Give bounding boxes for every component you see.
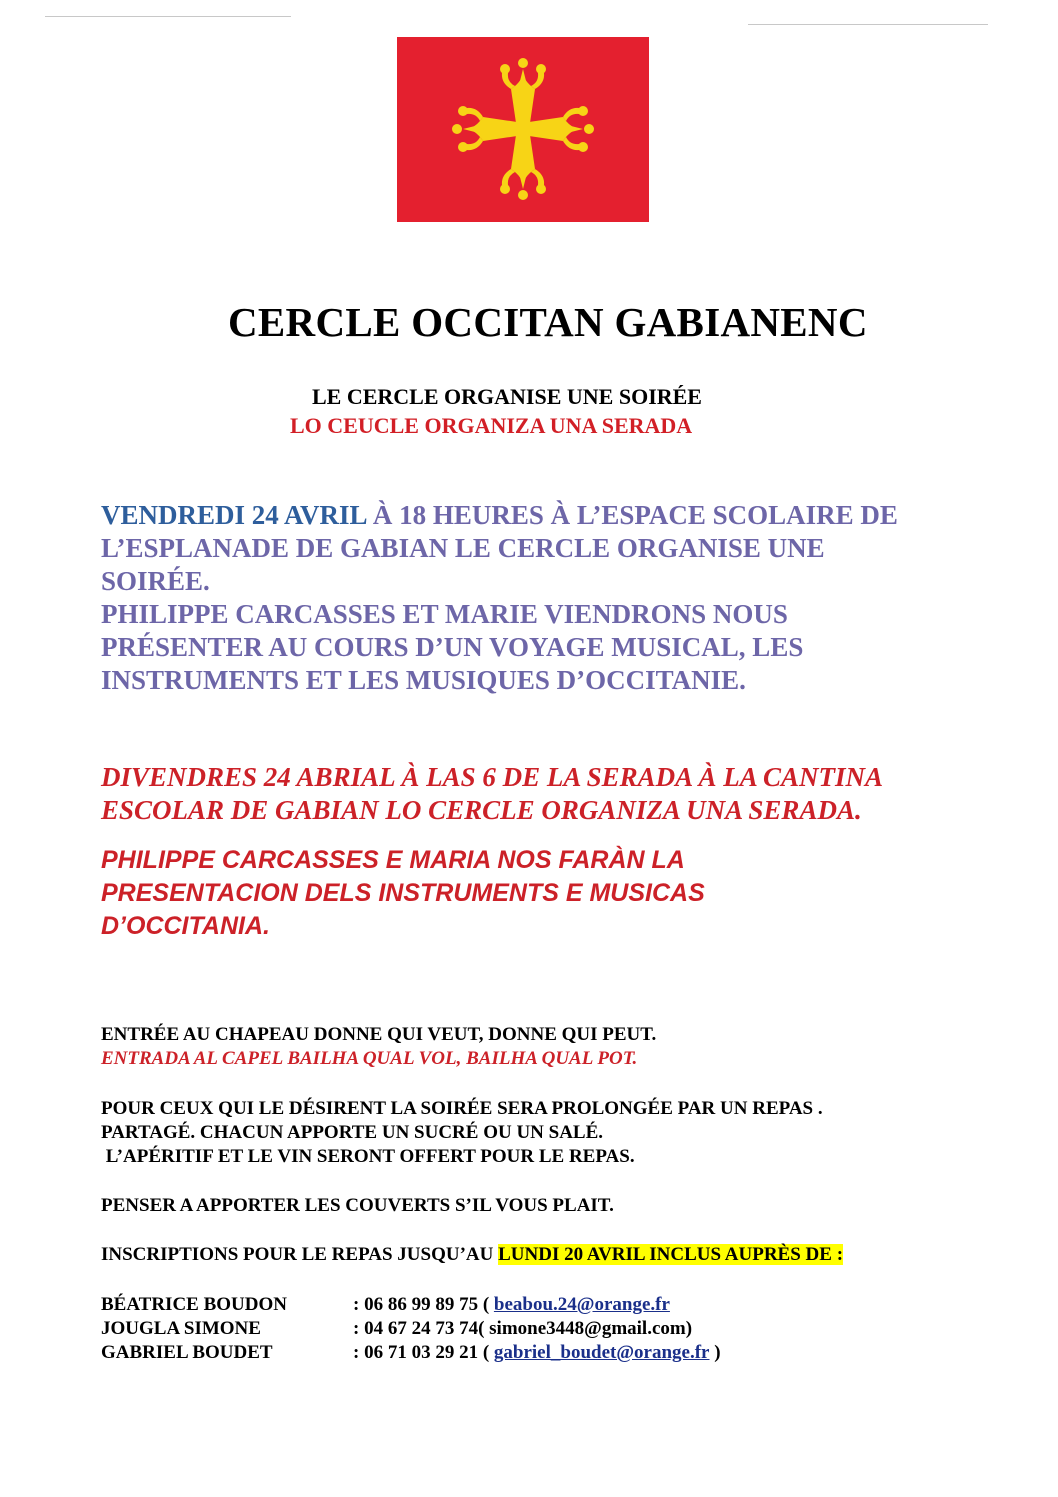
inscriptions-deadline: LUNDI 20 AVRIL INCLUS AUPRÈS DE : xyxy=(498,1244,844,1265)
fr-line-2: L’ESPLANADE DE GABIAN LE CERCLE ORGANISE UNE xyxy=(101,533,825,563)
oc-line-2: ESCOLAR DE GABIAN LO CERCLE ORGANIZA UNA SERADA. xyxy=(101,795,862,825)
page-title: CERCLE OCCITAN GABIANENC xyxy=(228,299,868,345)
subtitle-french: LE CERCLE ORGANISE UNE SOIRÉE xyxy=(312,384,702,409)
fr-line-3: SOIRÉE. xyxy=(101,566,210,596)
event-date-fr: VENDREDI 24 AVRIL xyxy=(101,500,367,530)
fr-line-1-rest: À 18 HEURES À L’ESPACE SCOLAIRE DE xyxy=(366,500,898,530)
contact-list xyxy=(101,1293,721,1365)
contact-phone: : 06 86 99 89 75 ( xyxy=(353,1294,494,1315)
contact-name: BÉATRICE BOUDON xyxy=(101,1294,287,1315)
entry-occitan: ENTRADA AL CAPEL BAILHA QUAL VOL, BAILHA QUAL POT. xyxy=(101,1048,638,1069)
entry-french: ENTRÉE AU CHAPEAU DONNE QUI VEUT, DONNE QUI PEUT. xyxy=(101,1024,657,1045)
contact-email-link[interactable]: beabou.24@orange.fr xyxy=(493,1294,670,1315)
fr-line-1 xyxy=(101,499,898,532)
occitan-flag xyxy=(397,37,649,222)
meal-line-3: L’APÉRITIF ET LE VIN SERONT OFFERT POUR LE REPAS. xyxy=(101,1146,635,1167)
cutlery-note: PENSER A APPORTER LES COUVERTS S’IL VOUS PLAIT. xyxy=(101,1195,614,1216)
top-rule-left xyxy=(45,16,291,17)
oc-line-4: PRESENTACION DELS INSTRUMENTS E MUSICAS xyxy=(101,879,705,907)
oc-line-5: D’OCCITANIA. xyxy=(101,912,270,940)
occitan-cross-icon xyxy=(397,37,649,222)
fr-line-5: PRÉSENTER AU COURS D’UN VOYAGE MUSICAL, LES xyxy=(101,632,804,662)
contact-name: JOUGLA SIMONE xyxy=(101,1318,261,1339)
meal-line-2: PARTAGÉ. CHACUN APPORTE UN SUCRÉ OU UN SALÉ. xyxy=(101,1122,604,1143)
meal-info xyxy=(101,1097,823,1169)
contact-phone: : 04 67 24 73 74( simone3448@gmail.com) xyxy=(353,1318,693,1339)
contact-email-link[interactable]: gabriel_boudet@orange.fr xyxy=(493,1342,710,1363)
inscriptions-line xyxy=(101,1243,843,1267)
entry-info xyxy=(101,1023,656,1071)
subtitle-occitan: LO CEUCLE ORGANIZA UNA SERADA xyxy=(290,413,693,438)
announcement-occitan xyxy=(101,761,883,827)
contact-row xyxy=(101,1317,721,1341)
contact-phone: : 06 71 03 29 21 ( xyxy=(353,1342,494,1363)
contact-row xyxy=(101,1293,721,1317)
presentation-occitan xyxy=(101,844,705,943)
contact-name: GABRIEL BOUDET xyxy=(101,1342,273,1363)
fr-line-6: INSTRUMENTS ET LES MUSIQUES D’OCCITANIE. xyxy=(101,665,746,695)
meal-line-1: POUR CEUX QUI LE DÉSIRENT LA SOIRÉE SERA PROLONGÉE PAR UN REPAS . xyxy=(101,1098,823,1119)
inscriptions-prefix: INSCRIPTIONS POUR LE REPAS JUSQU’AU xyxy=(101,1244,499,1265)
announcement-french xyxy=(101,499,898,697)
oc-line-1: DIVENDRES 24 ABRIAL À LAS 6 DE LA SERADA À LA CANTINA xyxy=(101,762,883,792)
oc-line-3: PHILIPPE CARCASSES E MARIA NOS FARÀN LA xyxy=(101,846,685,874)
contact-close-paren: ) xyxy=(709,1342,721,1363)
contact-row xyxy=(101,1341,721,1365)
fr-line-4: PHILIPPE CARCASSES ET MARIE VIENDRONS NOUS xyxy=(101,599,788,629)
top-rule-right xyxy=(748,24,988,25)
